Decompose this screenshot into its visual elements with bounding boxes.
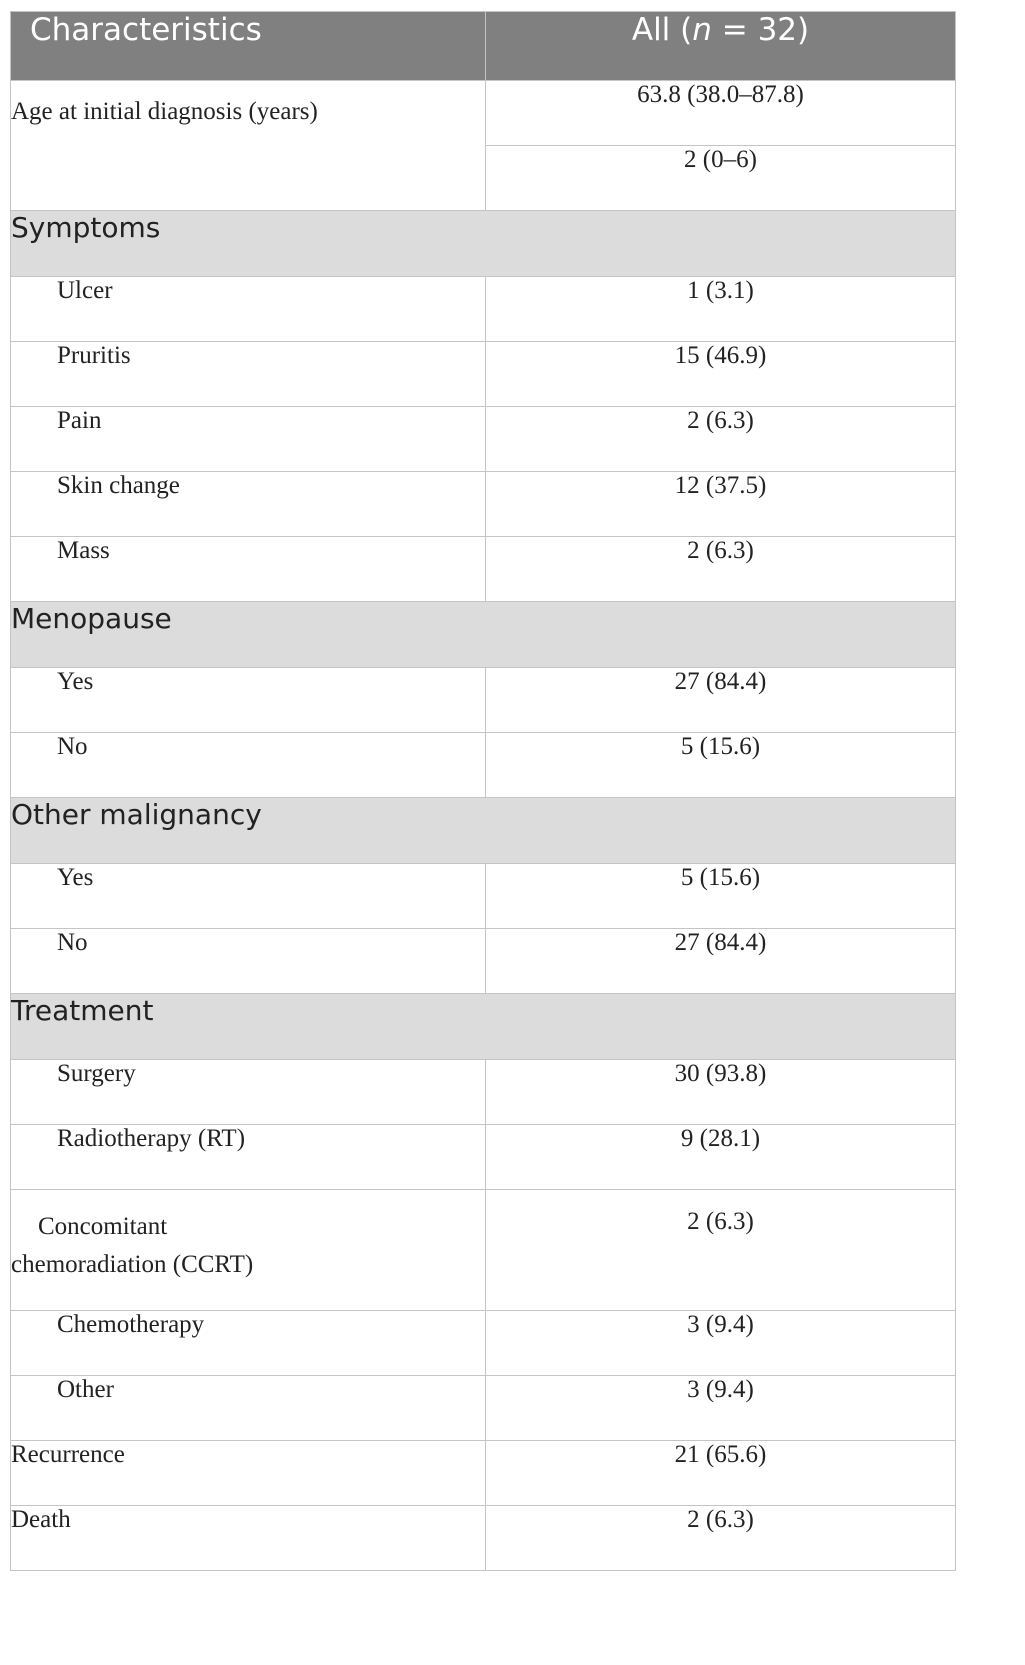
section-row-symptoms — [11, 211, 956, 277]
table-row — [11, 472, 956, 537]
row-label: Radiotherapy (RT) — [11, 1125, 486, 1190]
header-characteristics: Characteristics — [11, 12, 486, 81]
row-value: 30 (93.8) — [486, 1060, 956, 1125]
table-row — [11, 537, 956, 602]
row-label: Chemotherapy — [11, 1311, 486, 1376]
table-row-recurrence — [11, 1441, 956, 1506]
table-row — [11, 1190, 956, 1311]
row-label-ccrt — [11, 1190, 486, 1311]
row-value: 27 (84.4) — [486, 929, 956, 994]
table-row — [11, 668, 956, 733]
section-symptoms: Symptoms — [11, 211, 956, 277]
table-row — [11, 733, 956, 798]
row-label: Skin change — [11, 472, 486, 537]
row-value: 15 (46.9) — [486, 342, 956, 407]
row-value: 2 (6.3) — [486, 407, 956, 472]
row-value: 1 (3.1) — [486, 277, 956, 342]
row-label: Pain — [11, 407, 486, 472]
table-row — [11, 1376, 956, 1441]
table-row — [11, 407, 956, 472]
table-row — [11, 1125, 956, 1190]
table-row — [11, 1311, 956, 1376]
recurrence-value: 21 (65.6) — [486, 1441, 956, 1506]
table-row — [11, 1060, 956, 1125]
row-value: 3 (9.4) — [486, 1311, 956, 1376]
section-other-malignancy: Other malignancy — [11, 798, 956, 864]
header-all — [486, 12, 956, 81]
characteristics-table — [10, 11, 956, 1571]
age-value-2: 2 (0–6) — [486, 146, 956, 211]
section-row-menopause — [11, 602, 956, 668]
table-row — [11, 342, 956, 407]
row-value: 3 (9.4) — [486, 1376, 956, 1441]
table-row — [11, 864, 956, 929]
table-row — [11, 929, 956, 994]
recurrence-label: Recurrence — [11, 1441, 486, 1506]
row-value: 2 (6.3) — [486, 1190, 956, 1311]
death-label: Death — [11, 1506, 486, 1571]
row-label: No — [11, 733, 486, 798]
header-all-n: n — [692, 12, 712, 48]
row-value: 5 (15.6) — [486, 733, 956, 798]
row-value: 9 (28.1) — [486, 1125, 956, 1190]
row-label-line1: Concomitant — [38, 1213, 168, 1240]
row-label: Other — [11, 1376, 486, 1441]
row-value: 2 (6.3) — [486, 537, 956, 602]
section-menopause: Menopause — [11, 602, 956, 668]
section-row-other-malignancy — [11, 798, 956, 864]
age-value-1: 63.8 (38.0–87.8) — [486, 81, 956, 146]
header-all-prefix: All ( — [631, 12, 693, 48]
row-value: 27 (84.4) — [486, 668, 956, 733]
header-all-suffix: = 32) — [711, 12, 810, 48]
row-label: Yes — [11, 864, 486, 929]
table-row-death — [11, 1506, 956, 1571]
section-row-treatment — [11, 994, 956, 1060]
row-value: 5 (15.6) — [486, 864, 956, 929]
row-label: Mass — [11, 537, 486, 602]
header-row — [11, 12, 956, 81]
table-row-age — [11, 81, 956, 146]
section-treatment: Treatment — [11, 994, 956, 1060]
row-value: 12 (37.5) — [486, 472, 956, 537]
row-label: No — [11, 929, 486, 994]
row-label-line2: chemoradiation (CCRT) — [11, 1251, 254, 1278]
row-label: Yes — [11, 668, 486, 733]
row-label: Surgery — [11, 1060, 486, 1125]
death-value: 2 (6.3) — [486, 1506, 956, 1571]
row-label: Ulcer — [11, 277, 486, 342]
row-label: Pruritis — [11, 342, 486, 407]
table-row — [11, 277, 956, 342]
age-label: Age at initial diagnosis (years) — [11, 81, 486, 211]
